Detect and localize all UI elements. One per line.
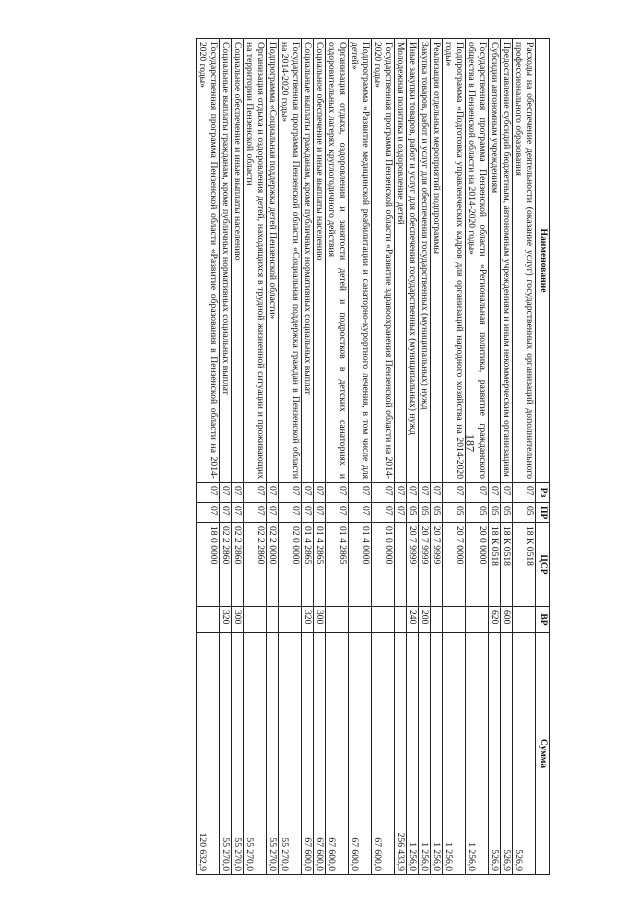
cell-sum: 256 433,9 — [395, 633, 407, 875]
cell-name: Подпрограмма «Подготовка управленческих кадров для организаций народного хозяйства на 2014-2020 годы» — [443, 39, 466, 483]
table-row — [220, 39, 232, 875]
cell-sum: 1 256,0 — [443, 633, 466, 875]
cell-sum: 120 632,9 — [197, 633, 220, 875]
cell-pr: 07 — [267, 503, 279, 523]
cell-name: Государственная программа Пензенской области «Развитие здравоохранения Пензенской области на 2014-2020 годы» — [372, 39, 395, 483]
cell-csr: 20 7 9999 — [419, 523, 431, 607]
cell-pr: 07 — [326, 503, 349, 523]
cell-name: Реализация отдельных мероприятий подпрограммы — [431, 39, 443, 483]
table-row — [244, 39, 267, 875]
cell-rz: 07 — [431, 483, 443, 503]
cell-rz: 07 — [513, 483, 536, 503]
cell-csr: 20 7 9999 — [431, 523, 443, 607]
cell-vr — [279, 607, 302, 633]
cell-rz: 07 — [501, 483, 513, 503]
cell-rz: 07 — [466, 483, 489, 503]
cell-name: Иные закупки товаров, работ и услуг для обеспечения государственных (муниципальных) нужд — [407, 39, 419, 483]
cell-pr: 07 — [220, 503, 232, 523]
cell-vr: 600 — [501, 607, 513, 633]
cell-rz: 07 — [443, 483, 466, 503]
cell-pr: 07 — [232, 503, 244, 523]
cell-pr: 05 — [466, 503, 489, 523]
cell-name: Организация отдыха и оздоровления детей, находящихся в трудной жизненной ситуации и проживающих на территории Пензенской области — [244, 39, 267, 483]
cell-vr: 300 — [232, 607, 244, 633]
cell-pr: 05 — [501, 503, 513, 523]
table-header-row — [536, 39, 550, 875]
cell-vr — [349, 607, 372, 633]
header-vr: ВР — [536, 607, 550, 633]
cell-csr: 18 0 0000 — [197, 523, 220, 607]
cell-pr: 05 — [443, 503, 466, 523]
cell-sum: 1 256,0 — [407, 633, 419, 875]
cell-sum: 67 600,0 — [349, 633, 372, 875]
cell-rz: 07 — [349, 483, 372, 503]
cell-name: Социальные выплаты гражданам, кроме публичных нормативных социальных выплат — [302, 39, 314, 483]
cell-name: Расходы на обеспечение деятельности (оказание услуг) государственных организаций дополнительного профессионального образования — [513, 39, 536, 483]
cell-sum: 67 600,0 — [302, 633, 314, 875]
cell-csr: 02 2 2860 — [244, 523, 267, 607]
table-row — [279, 39, 302, 875]
budget-table — [196, 38, 550, 875]
cell-name: Государственная программа Пензенской области «Развитие образования в Пензенской области на 2014-2020 годы» — [197, 39, 220, 483]
rotated-page-content — [88, 38, 550, 874]
cell-pr: 07 — [197, 503, 220, 523]
cell-vr: 200 — [419, 607, 431, 633]
header-name: Наименование — [536, 39, 550, 483]
cell-vr — [431, 607, 443, 633]
cell-vr — [513, 607, 536, 633]
cell-rz: 07 — [407, 483, 419, 503]
cell-pr: 05 — [419, 503, 431, 523]
cell-sum: 67 600,0 — [326, 633, 349, 875]
cell-rz: 07 — [232, 483, 244, 503]
cell-vr — [267, 607, 279, 633]
table-row — [443, 39, 466, 875]
cell-csr: 02 2 2860 — [232, 523, 244, 607]
cell-sum: 55 270,0 — [232, 633, 244, 875]
cell-vr — [395, 607, 407, 633]
cell-csr: 18 К 0518 — [513, 523, 536, 607]
cell-vr — [326, 607, 349, 633]
cell-sum: 67 600,0 — [372, 633, 395, 875]
cell-vr: 240 — [407, 607, 419, 633]
cell-vr: 320 — [302, 607, 314, 633]
cell-name: Государственная программа Пензенской области «Региональная политика, развитие гражданского общества в Пензенской области на 2014-2020 годы» — [466, 39, 489, 483]
cell-name: Социальные выплаты гражданам, кроме публичных нормативных социальных выплат — [220, 39, 232, 483]
cell-name: Государственная программа Пензенской области «Социальная поддержка граждан в Пензенской области на 2014-2020 годы» — [279, 39, 302, 483]
cell-name: Социальное обеспечение и иные выплаты населению — [314, 39, 326, 483]
cell-name: Подпрограмма «Социальная поддержка детей Пензенской области» — [267, 39, 279, 483]
cell-rz: 07 — [314, 483, 326, 503]
cell-sum: 526,9 — [501, 633, 513, 875]
cell-pr: 05 — [513, 503, 536, 523]
table-row — [232, 39, 244, 875]
cell-sum: 67 600,0 — [314, 633, 326, 875]
cell-name: Молодежная политика и оздоровление детей — [395, 39, 407, 483]
cell-pr: 07 — [302, 503, 314, 523]
cell-rz: 07 — [395, 483, 407, 503]
cell-vr: 320 — [220, 607, 232, 633]
cell-vr — [372, 607, 395, 633]
table-row — [372, 39, 395, 875]
cell-csr: 01 4 2865 — [314, 523, 326, 607]
cell-csr: 01 4 0000 — [349, 523, 372, 607]
header-sum: Сумма — [536, 633, 550, 875]
header-pr: ПР — [536, 503, 550, 523]
cell-csr: 01 4 2865 — [302, 523, 314, 607]
cell-vr — [466, 607, 489, 633]
cell-sum: 55 270,0 — [244, 633, 267, 875]
cell-csr: 20 7 9999 — [407, 523, 419, 607]
cell-pr: 05 — [431, 503, 443, 523]
table-row — [501, 39, 513, 875]
cell-pr: 07 — [349, 503, 372, 523]
cell-rz: 07 — [220, 483, 232, 503]
cell-sum: 1 256,0 — [419, 633, 431, 875]
cell-csr — [395, 523, 407, 607]
table-row — [466, 39, 489, 875]
cell-rz: 07 — [419, 483, 431, 503]
cell-csr: 02 2 0000 — [267, 523, 279, 607]
table-row — [513, 39, 536, 875]
table-row — [197, 39, 220, 875]
cell-pr: 07 — [372, 503, 395, 523]
table-row — [419, 39, 431, 875]
cell-rz: 07 — [267, 483, 279, 503]
cell-csr: 18 К 0518 — [489, 523, 501, 607]
table-row — [489, 39, 501, 875]
table-body — [197, 39, 536, 875]
cell-rz: 07 — [197, 483, 220, 503]
cell-pr: 05 — [489, 503, 501, 523]
cell-rz: 07 — [244, 483, 267, 503]
cell-vr — [197, 607, 220, 633]
cell-pr: 07 — [395, 503, 407, 523]
table-row — [326, 39, 349, 875]
cell-pr: 07 — [314, 503, 326, 523]
cell-csr: 18 К 0518 — [501, 523, 513, 607]
header-csr: ЦСР — [536, 523, 550, 607]
cell-sum: 55 270,0 — [267, 633, 279, 875]
cell-csr: 20 7 0000 — [443, 523, 466, 607]
cell-rz: 07 — [372, 483, 395, 503]
cell-name: Социальное обеспечение и иные выплаты населению — [232, 39, 244, 483]
cell-sum: 55 270,0 — [220, 633, 232, 875]
cell-name: Субсидии автономным учреждениям — [489, 39, 501, 483]
table-row — [349, 39, 372, 875]
cell-rz: 07 — [326, 483, 349, 503]
cell-csr: 02 2 2860 — [220, 523, 232, 607]
cell-vr: 300 — [314, 607, 326, 633]
cell-name: Подпрограмма «Развитие медицинской реабилитации и санаторно-курортного лечения, в том числе для детей» — [349, 39, 372, 483]
cell-csr: 01 0 0000 — [372, 523, 395, 607]
table-row — [314, 39, 326, 875]
cell-sum: 1 256,0 — [431, 633, 443, 875]
cell-vr: 620 — [489, 607, 501, 633]
cell-pr: 07 — [279, 503, 302, 523]
cell-csr: 02 0 0000 — [279, 523, 302, 607]
table-row — [267, 39, 279, 875]
cell-sum: 526,9 — [513, 633, 536, 875]
cell-name: Предоставление субсидий бюджетным, автономным учреждениям и иным некоммерческим организациям — [501, 39, 513, 483]
cell-rz: 07 — [489, 483, 501, 503]
cell-name: Организация отдыха, оздоровления и занятости детей и подростков в детских санаториях и оздоровительных лагерях круглогодичного действия — [326, 39, 349, 483]
cell-sum: 1 256,0 — [466, 633, 489, 875]
table-row — [431, 39, 443, 875]
cell-csr: 01 4 2865 — [326, 523, 349, 607]
header-rz: Рз — [536, 483, 550, 503]
cell-vr — [443, 607, 466, 633]
table-row — [407, 39, 419, 875]
cell-name: Закупка товаров, работ и услуг для обеспечения государственных (муниципальных) нужд — [419, 39, 431, 483]
cell-pr: 05 — [407, 503, 419, 523]
cell-vr — [244, 607, 267, 633]
cell-sum: 526,9 — [489, 633, 501, 875]
table-row — [395, 39, 407, 875]
cell-rz: 07 — [279, 483, 302, 503]
cell-sum: 55 270,0 — [279, 633, 302, 875]
page-number: 187 — [463, 434, 478, 452]
cell-rz: 07 — [302, 483, 314, 503]
table-row — [302, 39, 314, 875]
cell-csr: 20 0 0000 — [466, 523, 489, 607]
cell-pr: 07 — [244, 503, 267, 523]
